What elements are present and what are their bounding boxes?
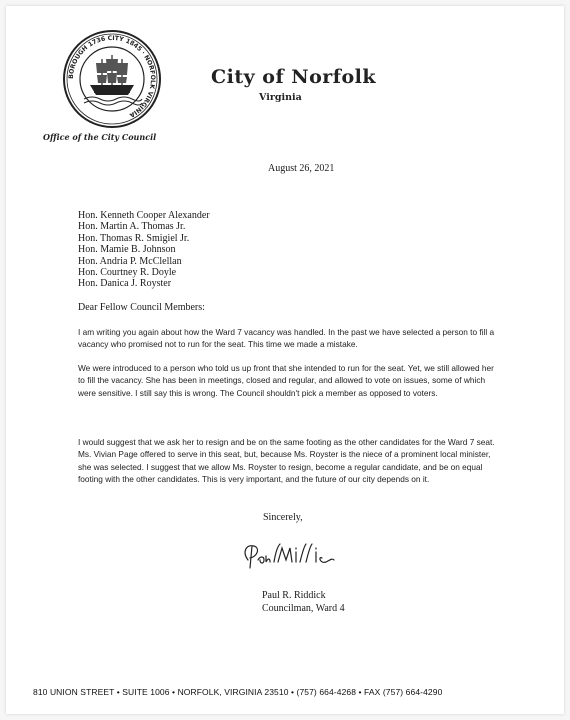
recipient: Hon. Andria P. McClellan xyxy=(78,255,182,267)
body-paragraph: I would suggest that we ask her to resign and be on the same footing as the other candidates for the Ward 7 seat. Ms. Vivian Page offered to serve in this seat, but, because Ms. Royster is the niece of a prominent local minister, she was selected. I suggest that we allow Ms. Royster to resign, become a regular candidate, and be on equal footing with the other candidates. This is very important, and the future of our city depends on it. xyxy=(78,437,495,484)
body-paragraph: I am writing you again about how the Ward 7 vacancy was handled. In the past we have selected a person to fill a vacancy who promised not to run for the seat. This time we made a mistake. xyxy=(78,327,495,350)
closing: Sincerely, xyxy=(263,512,303,523)
recipient: Hon. Kenneth Cooper Alexander xyxy=(78,210,210,221)
state-label: Virginia xyxy=(259,92,302,103)
office-label: Office of the City Council xyxy=(43,132,157,142)
recipient: Hon. Courtney R. Doyle xyxy=(78,267,177,279)
footer-address: 810 UNION STREET • SUITE 1006 • NORFOLK, VIRGINIA 23510 • (757) 664-4268 • FAX (757) 664-4290 xyxy=(33,687,443,697)
recipient: Hon. Martin A. Thomas Jr. xyxy=(78,221,186,233)
signer-name: Paul R. Riddick xyxy=(262,590,326,601)
letter-page xyxy=(6,6,564,714)
salutation: Dear Fellow Council Members: xyxy=(78,302,205,313)
body-paragraph: We were introduced to a person who told us up front that she intended to run for the seat. Yet, we still allowed her to fill the vacancy. She has been in meetings, closed and regular, and allowed to vote on issues, some of which were sensitive. I still say this is wrong. The Council shouldn't pick a member as opposed to voters. xyxy=(78,363,494,398)
city-title: City of Norfolk xyxy=(211,66,377,88)
handwritten-signature xyxy=(238,538,338,574)
recipient: Hon. Danica J. Royster xyxy=(78,278,172,290)
recipient-list xyxy=(78,210,210,290)
recipient: Hon. Thomas R. Smigiel Jr. xyxy=(78,232,190,244)
recipient: Hon. Mamie B. Johnson xyxy=(78,244,176,256)
svg-text:BOROUGH 1736 CITY 1845 · NORFO: BOROUGH 1736 CITY 1845 · NORFOLK VIRGINIA xyxy=(67,34,157,119)
letter-date: August 26, 2021 xyxy=(268,163,335,174)
city-seal-logo xyxy=(62,29,162,129)
signer-title: Councilman, Ward 4 xyxy=(262,602,345,614)
signer-block xyxy=(262,590,345,615)
